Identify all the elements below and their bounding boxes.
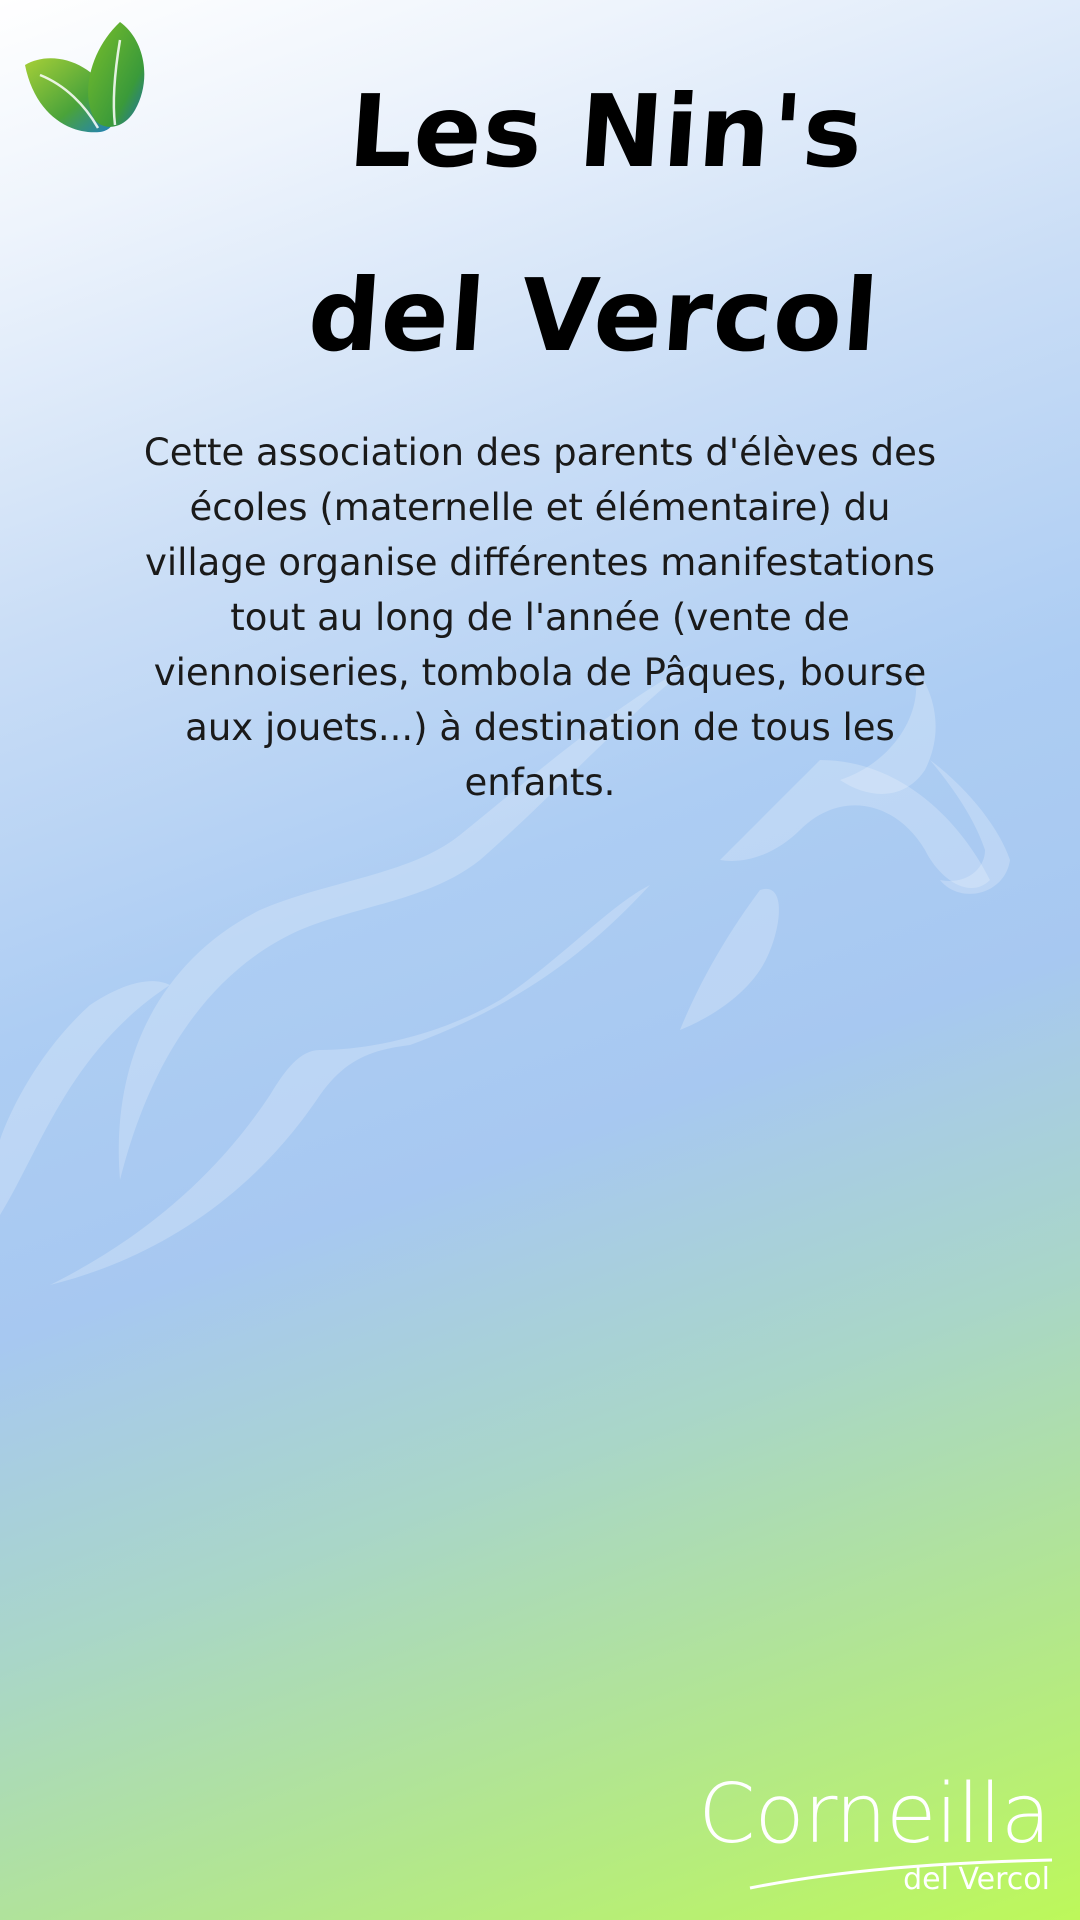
leaf-logo-icon: [20, 20, 148, 136]
brand-name: Corneilla: [698, 1767, 1050, 1862]
page-title: Les Nin's del Vercol: [304, 73, 883, 374]
corneilla-logo: [698, 1767, 1055, 1900]
association-description: Cette association des parents d'élèves des écoles (maternelle et élémentaire) du village organise différentes manifestations tout au long de l'année (vente de viennoiseries, tombola de Pâques, bourse aux jouets...) à destination de tous les enfants.: [143, 431, 937, 804]
brand-subtitle: del Vercol: [903, 1862, 1050, 1897]
